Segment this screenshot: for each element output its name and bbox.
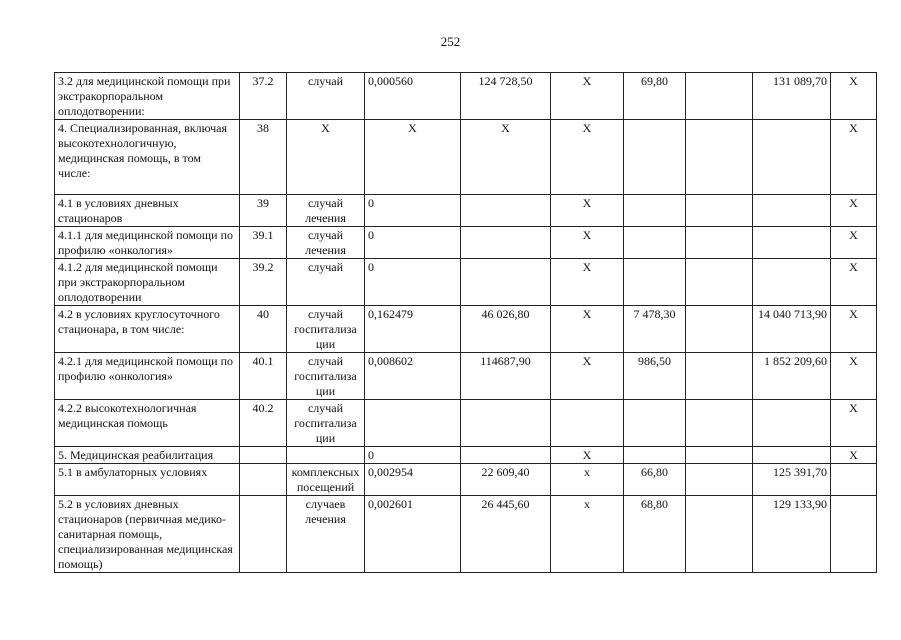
total-cell: 1 852 209,60	[753, 353, 831, 400]
x-cell: х	[551, 464, 624, 496]
row-name-cell: 5.2 в условиях дневных стационаров (первичная медико-санитарная помощь, специализированная медицинская помощь)	[55, 496, 240, 573]
unit-cell: случай	[287, 259, 365, 306]
row-number-cell: 39.1	[240, 227, 287, 259]
x-cell	[551, 400, 624, 447]
table-row	[55, 73, 877, 120]
cost-cell	[461, 195, 551, 227]
row-name-cell: 5. Медицинская реабилитация	[55, 447, 240, 464]
empty-cell	[686, 259, 753, 306]
row-number-cell: 39	[240, 195, 287, 227]
norm-cell: Х	[365, 120, 461, 195]
x-cell: Х	[551, 73, 624, 120]
total-cell	[753, 195, 831, 227]
per-capita-cell: 7 478,30	[624, 306, 686, 353]
x-cell: Х	[831, 447, 877, 464]
per-capita-cell	[624, 447, 686, 464]
unit-cell: случай лечения	[287, 195, 365, 227]
row-name-cell: 4.1.2 для медицинской помощи при экстракорпоральном оплодотворении	[55, 259, 240, 306]
total-cell	[753, 447, 831, 464]
x-cell: Х	[831, 73, 877, 120]
cost-cell: Х	[461, 120, 551, 195]
empty-cell	[686, 195, 753, 227]
row-number-cell: 37.2	[240, 73, 287, 120]
per-capita-cell	[624, 227, 686, 259]
row-name-cell: 4.2.2 высокотехнологичная медицинская помощь	[55, 400, 240, 447]
row-number-cell: 40	[240, 306, 287, 353]
row-number-cell: 40.2	[240, 400, 287, 447]
per-capita-cell	[624, 195, 686, 227]
x-cell: Х	[551, 195, 624, 227]
empty-cell	[686, 447, 753, 464]
x-cell	[831, 496, 877, 573]
norm-cell: 0,000560	[365, 73, 461, 120]
unit-cell: случай	[287, 73, 365, 120]
norm-cell: 0	[365, 227, 461, 259]
empty-cell	[686, 353, 753, 400]
table-row	[55, 306, 877, 353]
x-cell: Х	[551, 227, 624, 259]
cost-cell: 26 445,60	[461, 496, 551, 573]
norm-cell: 0	[365, 447, 461, 464]
x-cell: Х	[831, 400, 877, 447]
empty-cell	[686, 496, 753, 573]
total-cell: 131 089,70	[753, 73, 831, 120]
row-name-cell: 4.1 в условиях дневных стационаров	[55, 195, 240, 227]
cost-cell: 114687,90	[461, 353, 551, 400]
x-cell: Х	[551, 447, 624, 464]
per-capita-cell: 66,80	[624, 464, 686, 496]
empty-cell	[686, 120, 753, 195]
unit-cell: комплексных посещений	[287, 464, 365, 496]
unit-cell: случай госпитализа ции	[287, 353, 365, 400]
empty-cell	[686, 400, 753, 447]
total-cell: 14 040 713,90	[753, 306, 831, 353]
row-name-cell: 4.2.1 для медицинской помощи по профилю «онкология»	[55, 353, 240, 400]
table-row	[55, 227, 877, 259]
row-name-cell: 4.1.1 для медицинской помощи по профилю «онкология»	[55, 227, 240, 259]
norm-cell: 0,002954	[365, 464, 461, 496]
row-number-cell	[240, 496, 287, 573]
total-cell	[753, 400, 831, 447]
x-cell: х	[551, 496, 624, 573]
x-cell: Х	[551, 353, 624, 400]
table-row	[55, 400, 877, 447]
row-number-cell	[240, 447, 287, 464]
x-cell: Х	[831, 120, 877, 195]
empty-cell	[686, 73, 753, 120]
per-capita-cell: 986,50	[624, 353, 686, 400]
table-row	[55, 195, 877, 227]
x-cell: Х	[551, 306, 624, 353]
norm-cell: 0,162479	[365, 306, 461, 353]
page-number: 252	[440, 34, 461, 49]
norm-cell: 0	[365, 259, 461, 306]
x-cell: Х	[551, 120, 624, 195]
empty-cell	[686, 306, 753, 353]
total-cell	[753, 259, 831, 306]
row-name-cell: 5.1 в амбулаторных условиях	[55, 464, 240, 496]
cost-cell: 124 728,50	[461, 73, 551, 120]
row-name-cell: 4.2 в условиях круглосуточного стационара, в том числе:	[55, 306, 240, 353]
row-number-cell	[240, 464, 287, 496]
financing-table	[54, 72, 877, 573]
cost-cell: 22 609,40	[461, 464, 551, 496]
norm-cell	[365, 400, 461, 447]
norm-cell: 0,002601	[365, 496, 461, 573]
table-row	[55, 447, 877, 464]
row-name-cell: 4. Специализированная, включая высокотехнологичную, медицинская помощь, в том числе:	[55, 120, 240, 195]
total-cell: 125 391,70	[753, 464, 831, 496]
norm-cell: 0,008602	[365, 353, 461, 400]
x-cell: Х	[831, 227, 877, 259]
total-cell: 129 133,90	[753, 496, 831, 573]
cost-cell	[461, 400, 551, 447]
unit-cell: случай госпитализа ции	[287, 400, 365, 447]
row-number-cell: 40.1	[240, 353, 287, 400]
table-row	[55, 496, 877, 573]
norm-cell: 0	[365, 195, 461, 227]
total-cell	[753, 227, 831, 259]
per-capita-cell	[624, 120, 686, 195]
x-cell: Х	[831, 306, 877, 353]
unit-cell: случай лечения	[287, 227, 365, 259]
row-name-cell: 3.2 для медицинской помощи при экстракорпоральном оплодотворении:	[55, 73, 240, 120]
x-cell	[831, 464, 877, 496]
table-row	[55, 259, 877, 306]
x-cell: Х	[831, 259, 877, 306]
unit-cell: случаев лечения	[287, 496, 365, 573]
cost-cell: 46 026,80	[461, 306, 551, 353]
per-capita-cell: 68,80	[624, 496, 686, 573]
table-row	[55, 353, 877, 400]
table-row	[55, 120, 877, 195]
unit-cell: случай госпитализа ции	[287, 306, 365, 353]
unit-cell: Х	[287, 120, 365, 195]
per-capita-cell	[624, 400, 686, 447]
cost-cell	[461, 259, 551, 306]
empty-cell	[686, 464, 753, 496]
row-number-cell: 39.2	[240, 259, 287, 306]
total-cell	[753, 120, 831, 195]
per-capita-cell	[624, 259, 686, 306]
table-row	[55, 464, 877, 496]
row-number-cell: 38	[240, 120, 287, 195]
x-cell: Х	[831, 195, 877, 227]
x-cell: Х	[551, 259, 624, 306]
x-cell: Х	[831, 353, 877, 400]
unit-cell	[287, 447, 365, 464]
cost-cell	[461, 447, 551, 464]
per-capita-cell: 69,80	[624, 73, 686, 120]
cost-cell	[461, 227, 551, 259]
empty-cell	[686, 227, 753, 259]
